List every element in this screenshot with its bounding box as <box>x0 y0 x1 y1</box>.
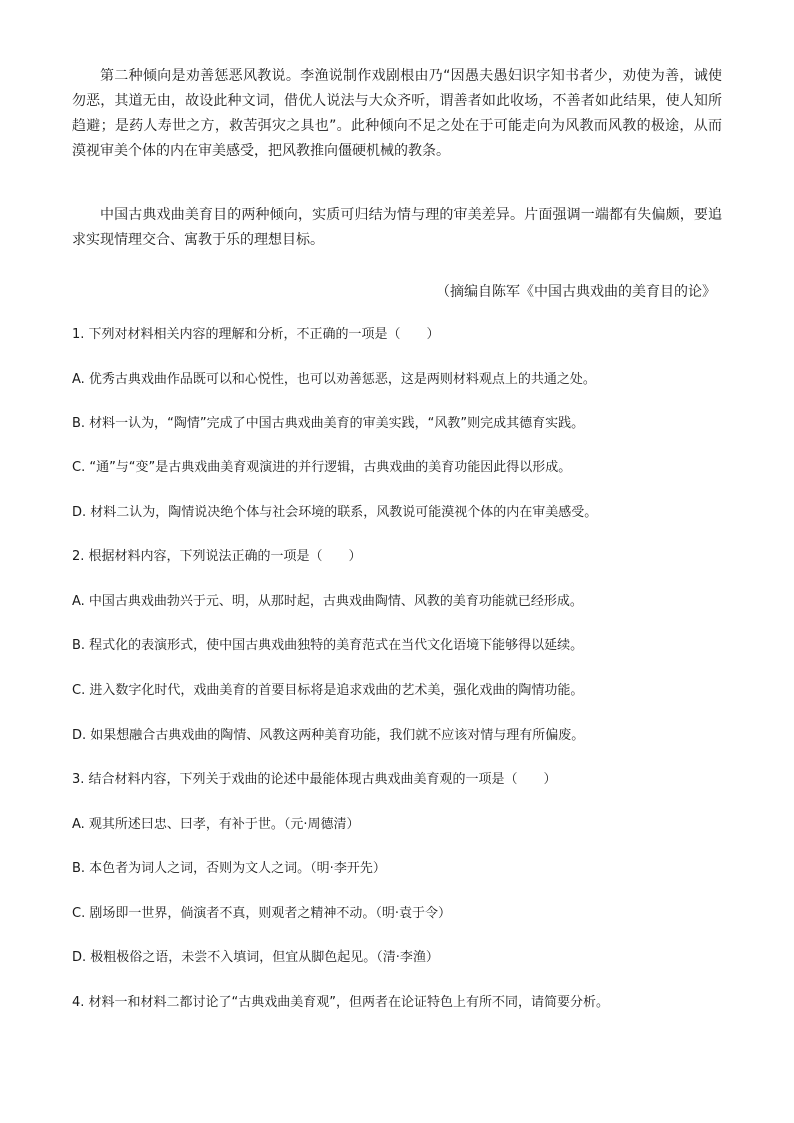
question-1-option-a: A. 优秀古典戏曲作品既可以和心悦性，也可以劝善惩恶，这是两则材料观点上的共通之处。 <box>72 372 596 387</box>
question-1-option-c: C. “通”与“变”是古典戏曲美育观演进的并行逻辑，古典戏曲的美育功能因此得以形成。 <box>72 460 572 475</box>
passage-paragraph-1: 第二种倾向是劝善惩恶风教说。李渔说制作戏剧根由乃“因愚夫愚妇识字知书者少，劝使为善，诫使勿恶，其道无由，故设此种文词，借优人说法与大众齐听，谓善者如此收场，不善者如此结果，使人知所趋避；是药人寿世之方，救苦弭灾之具也”。此种倾向不足之处在于可能走向为风教而风教的极途，从而漠视审美个体的内在审美感受，把风教推向僵硬机械的教条。 <box>72 68 722 159</box>
question-4-stem: 4. 材料一和材料二都讨论了“古典戏曲美育观”，但两者在论证特色上有所不同，请简要分析。 <box>72 995 610 1010</box>
question-1-stem: 1. 下列对材料相关内容的理解和分析，不正确的一项是（ ） <box>72 327 440 342</box>
question-3-option-a: A. 观其所述曰忠、曰孝，有补于世。（元·周德清） <box>72 817 360 832</box>
question-2-option-a: A. 中国古典戏曲勃兴于元、明，从那时起，古典戏曲陶情、风教的美育功能就已经形成。 <box>72 594 583 609</box>
question-2-option-c: C. 进入数字化时代，戏曲美育的首要目标将是追求戏曲的艺术美，强化戏曲的陶情功能。 <box>72 683 584 698</box>
question-1-option-b: B. 材料一认为，“陶情”完成了中国古典戏曲美育的审美实践，“风教”则完成其德育实践。 <box>72 416 585 431</box>
question-2-stem: 2. 根据材料内容，下列说法正确的一项是（ ） <box>72 549 362 564</box>
question-1-option-d: D. 材料二认为，陶情说决绝个体与社会环境的联系，风教说可能漠视个体的内在审美感受。 <box>72 505 598 520</box>
question-3-stem: 3. 结合材料内容，下列关于戏曲的论述中最能体现古典戏曲美育观的一项是（ ） <box>72 772 557 787</box>
question-3-option-b: B. 本色者为词人之词，否则为文人之词。（明·李开先） <box>72 861 386 876</box>
question-3-option-c: C. 剧场即一世界，倘演者不真，则观者之精神不动。（明·袁于令） <box>72 906 451 921</box>
question-3-option-d: D. 极粗极俗之语，未尝不入填词，但宜从脚色起见。（清·李渔） <box>72 950 439 965</box>
passage-paragraph-2: 中国古典戏曲美育目的两种倾向，实质可归结为情与理的审美差异。片面强调一端都有失偏颇，要追求实现情理交合、寓教于乐的理想目标。 <box>72 207 722 248</box>
question-2-option-d: D. 如果想融合古典戏曲的陶情、风教这两种美育功能，我们就不应该对情与理有所偏废。 <box>72 728 585 743</box>
passage-source: （摘编自陈军《中国古典戏曲的美育目的论》 <box>436 284 716 300</box>
question-2-option-b: B. 程式化的表演形式，使中国古典戏曲独特的美育范式在当代文化语境下能够得以延续。 <box>72 638 584 653</box>
